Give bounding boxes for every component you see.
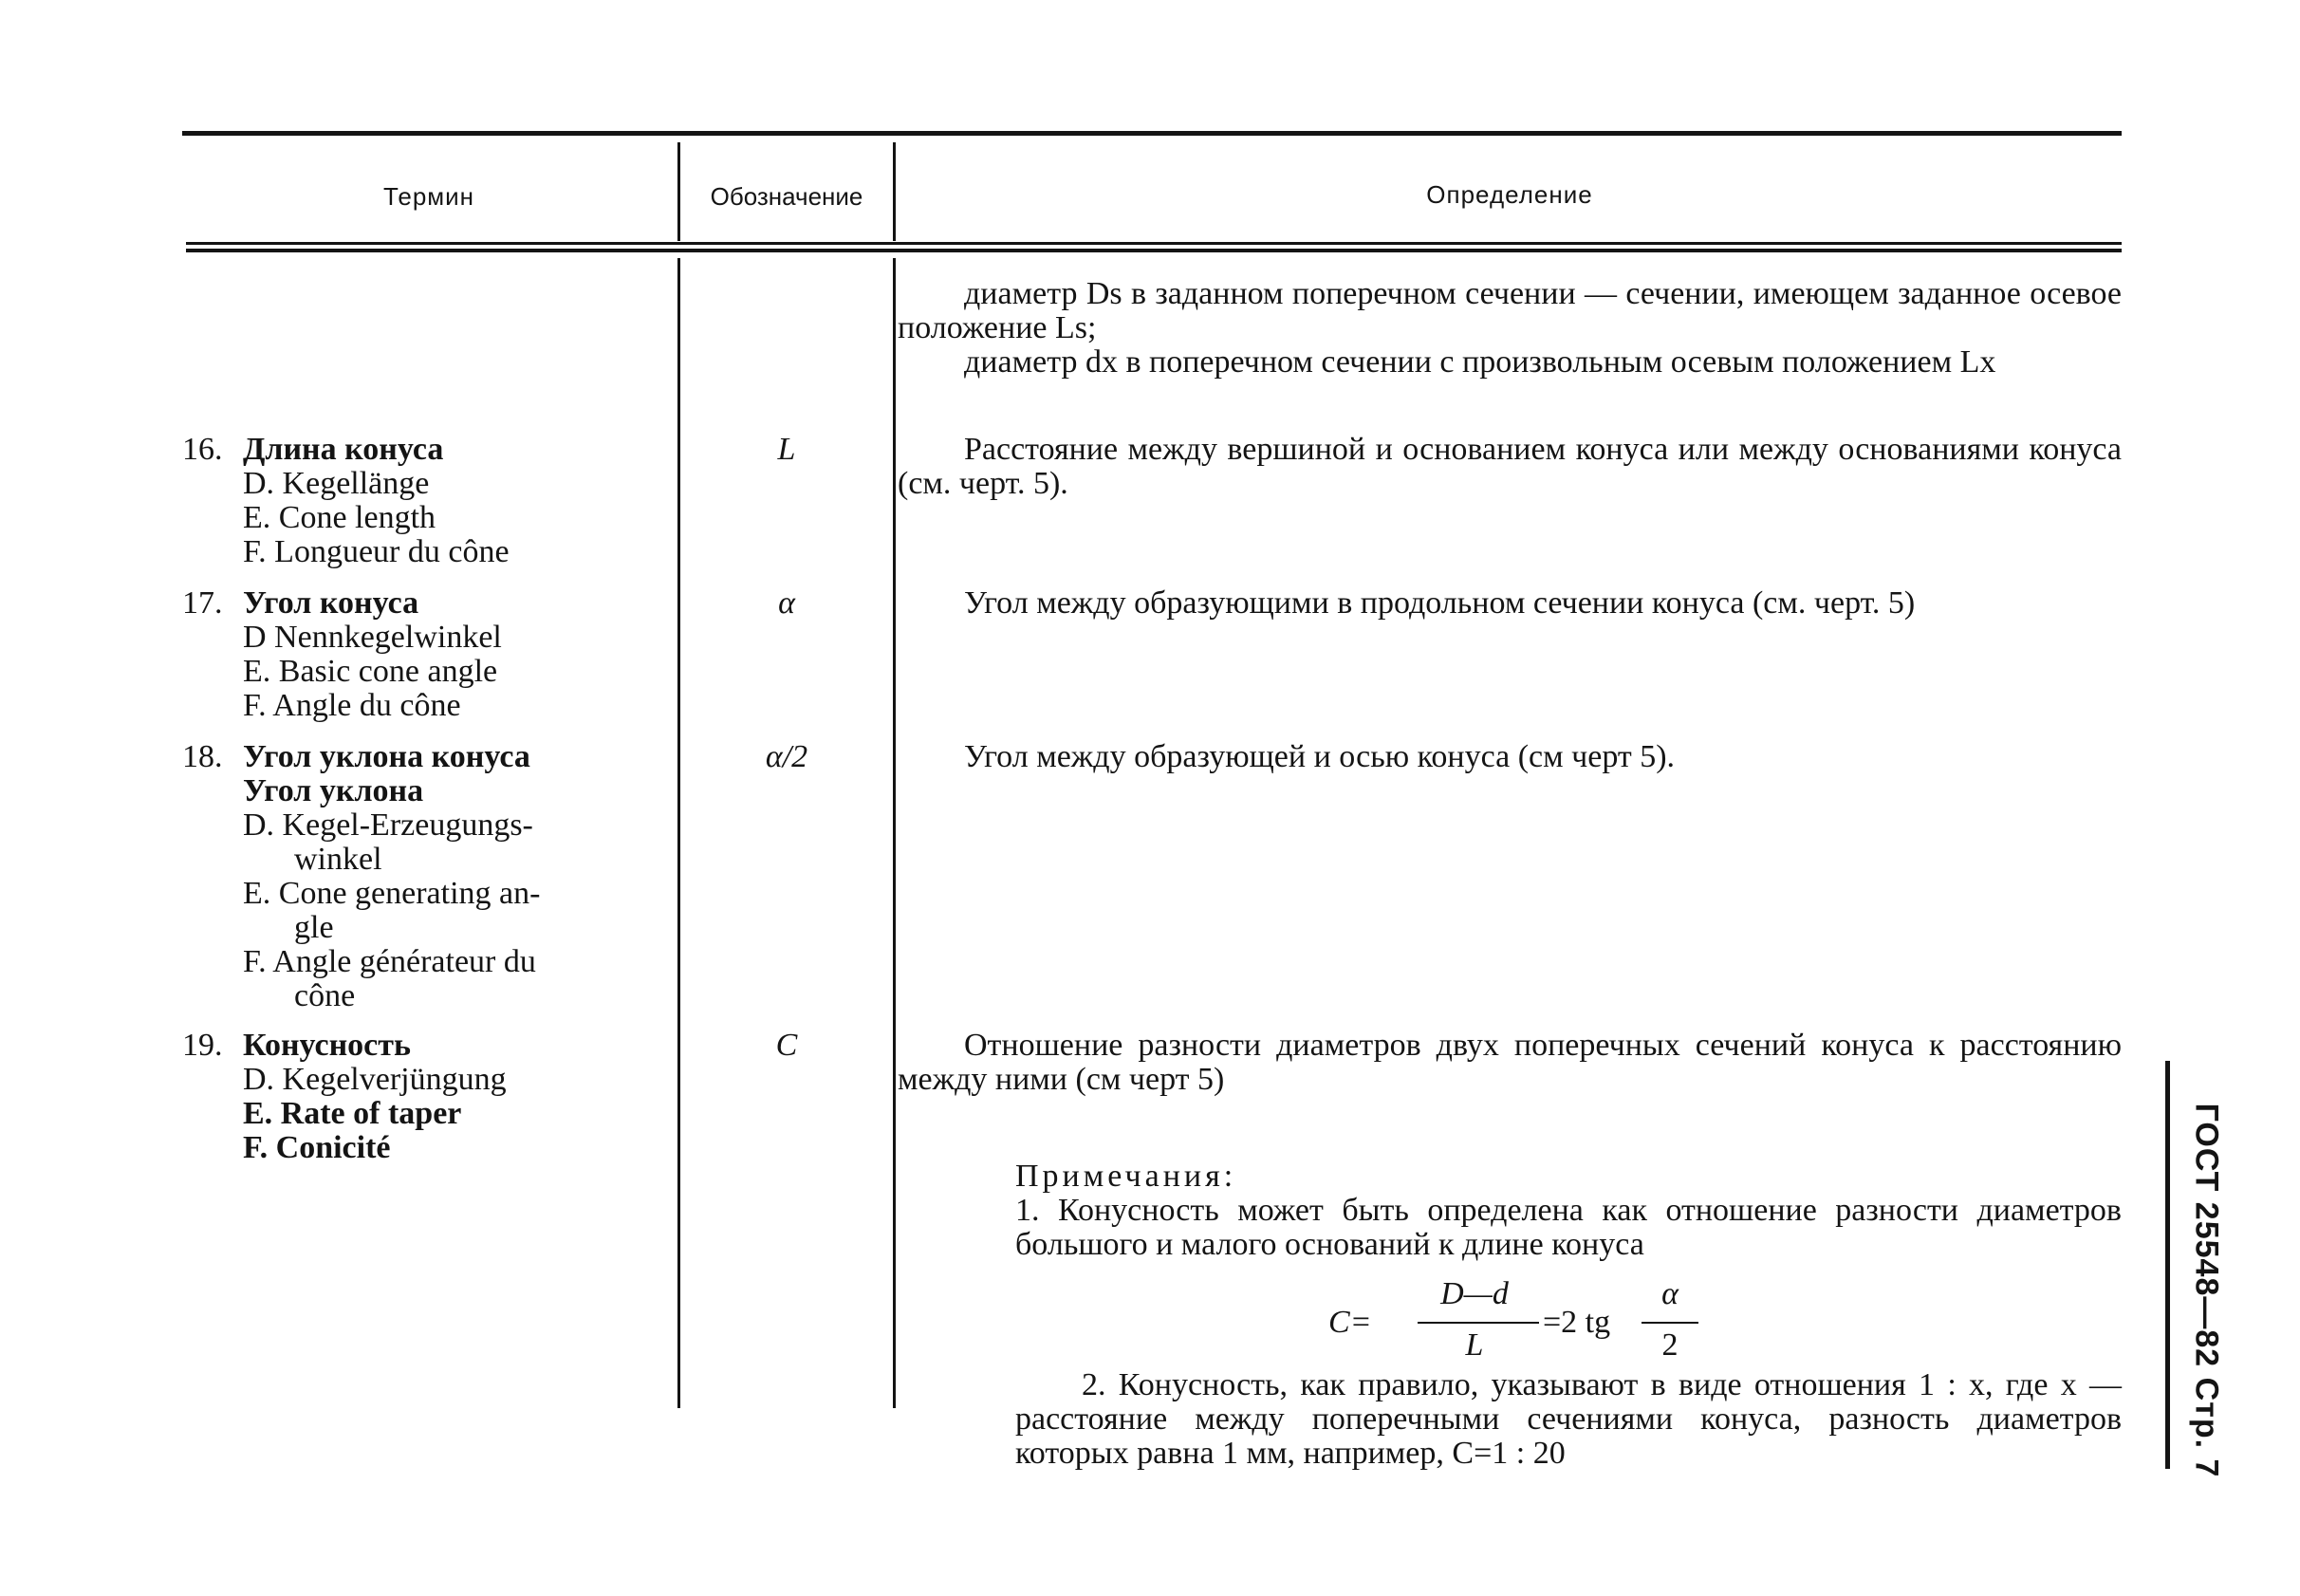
column-divider-2-body <box>893 258 896 1408</box>
continuation-line-2: диаметр dx в поперечном сечении с произвольным осевым положением Lx <box>964 344 1996 380</box>
continuation-line-1: диаметр Ds в заданном поперечном сечении — сечении, имеющем заданное осевое положение Ls; <box>898 276 2122 345</box>
term-title: Конусность <box>243 1028 411 1063</box>
header-term: Термин <box>382 182 475 211</box>
symbol-17: α <box>778 585 795 621</box>
term-number: 16. <box>182 432 223 467</box>
term-title: Угол уклона конуса <box>243 739 530 774</box>
formula-den2: 2 <box>1661 1327 1679 1363</box>
symbol-16: L <box>777 432 796 467</box>
term-fr: F. Conicité <box>243 1130 391 1165</box>
term-en: E. Basic cone angle <box>243 654 498 689</box>
note-2-block <box>1015 1368 2122 1471</box>
taper-formula <box>1328 1276 1727 1371</box>
formula-num2: α <box>1661 1276 1679 1311</box>
notes-title: Примечания: <box>1015 1159 1237 1194</box>
term-en: E. Cone generating an- <box>243 876 541 911</box>
term-en-cont: gle <box>294 910 334 945</box>
column-divider-1 <box>677 142 680 241</box>
term-18 <box>182 740 647 1013</box>
column-divider-1-body <box>677 258 680 1408</box>
term-de: D. Kegelverjüngung <box>243 1062 507 1097</box>
term-de: D. Kegellänge <box>243 466 430 501</box>
header-rule-1 <box>186 242 2122 245</box>
top-rule <box>182 131 2122 136</box>
term-title: Длина конуса <box>243 432 444 467</box>
definition-18: Угол между образующей и осью конуса (см черт 5). <box>964 739 1676 774</box>
term-de: D Nennkegelwinkel <box>243 620 502 655</box>
term-17 <box>182 586 647 723</box>
term-de-cont: winkel <box>294 842 382 877</box>
formula-lhs: C= <box>1328 1305 1372 1340</box>
term-de: D. Kegel-Erzeugungs- <box>243 807 533 843</box>
term-synonym: Угол уклона <box>243 773 424 808</box>
header-definition: Определение <box>1426 180 1593 209</box>
formula-den1: L <box>1465 1327 1484 1363</box>
term-fr: F. Longueur du cône <box>243 534 510 569</box>
symbol-19: C <box>775 1028 798 1063</box>
fraction-bar-2 <box>1642 1322 1698 1324</box>
header-symbol: Обозначение <box>710 182 863 211</box>
formula-num1: D—d <box>1440 1276 1509 1311</box>
term-en: E. Cone length <box>243 500 436 535</box>
definition-16: Расстояние между вершиной и основанием конуса или между основаниями конуса (см. черт. 5). <box>898 432 2122 501</box>
term-fr: F. Angle générateur du <box>243 944 536 979</box>
term-number: 18. <box>182 739 223 774</box>
symbol-18: α/2 <box>765 739 808 774</box>
formula-mid: =2 tg <box>1543 1305 1611 1340</box>
term-fr-cont: cône <box>294 978 356 1013</box>
term-number: 17. <box>182 585 223 621</box>
term-title: Угол конуса <box>243 585 419 621</box>
page-side-label: ГОСТ 25548—82 Стр. 7 <box>2188 1103 2225 1478</box>
term-19 <box>182 1029 647 1165</box>
term-en: E. Rate of taper <box>243 1096 462 1131</box>
fraction-bar-1 <box>1418 1322 1539 1324</box>
notes-block <box>1015 1160 2122 1262</box>
side-rule <box>2165 1061 2170 1469</box>
term-16 <box>182 433 647 569</box>
column-divider-2 <box>893 142 896 241</box>
term-number: 19. <box>182 1028 223 1063</box>
term-fr: F. Angle du cône <box>243 688 461 723</box>
definition-17: Угол между образующими в продольном сечении конуса (см. черт. 5) <box>964 585 1916 621</box>
continuation-definition <box>898 277 2122 380</box>
note-1: 1. Конусность может быть определена как отношение разности диаметров большого и малого оснований к длине конуса <box>1015 1193 2122 1262</box>
header-rule-2 <box>186 249 2122 252</box>
definition-19: Отношение разности диаметров двух поперечных сечений конуса к расстоянию между ними (см черт 5) <box>898 1028 2122 1097</box>
note-2: 2. Конусность, как правило, указывают в виде отношения 1 : x, где x — расстояние между поперечными сечениями конуса, разность диаметров которых равна 1 мм, например, C=1 : 20 <box>1015 1367 2122 1471</box>
